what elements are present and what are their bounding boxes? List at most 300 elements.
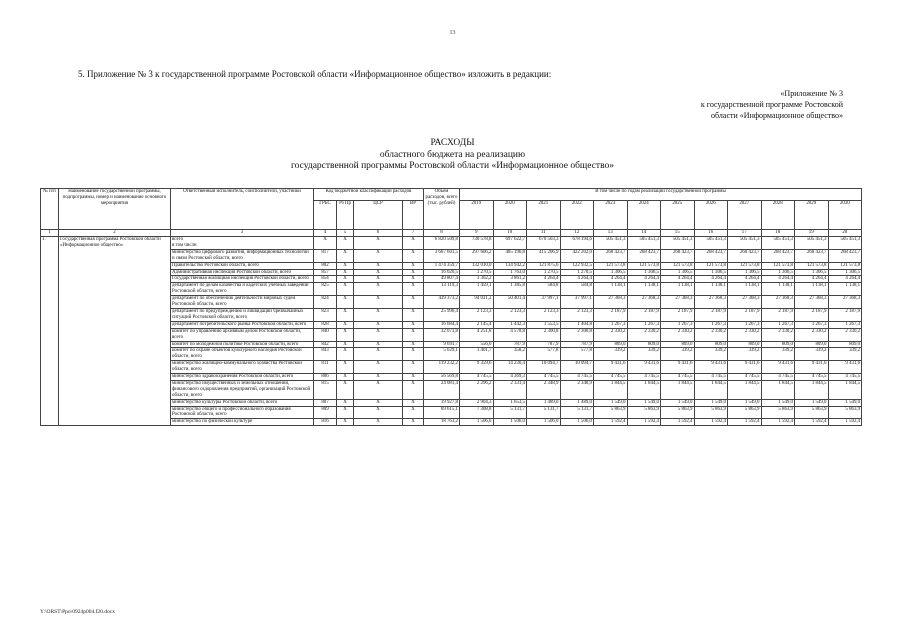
executor-name: министерство цифрового развития, информационных технологий и связи Ростовской области, всего (172, 249, 309, 261)
year-value-cell: 1 506,0 (527, 419, 561, 426)
year-value-cell: 27 368,3 (594, 296, 628, 309)
year-value-cell: 2 300,8 (560, 328, 594, 341)
executor-cell (171, 276, 314, 283)
year-value-cell: 121 573,8 (795, 262, 829, 269)
year-value-cell: 339,2 (694, 348, 728, 361)
code-csr: X (354, 321, 403, 328)
executor-name: министерство по физической культуре (172, 419, 253, 425)
year-value-cell: 577,8 (527, 348, 561, 361)
column-number-row (41, 230, 862, 237)
year-value-cell: 1 267,3 (828, 321, 862, 328)
column-number: 12 (560, 230, 594, 237)
year-value-cell: 809,0 (795, 341, 829, 348)
executor-name: министерство имущественных и земельных отношений, финансового оздоровления предприятий, организаций Ростовской области, всего (172, 380, 311, 398)
executor-name: министерство культуры Ростовской области, всего (172, 399, 278, 405)
year-value-cell: 1 549,0 (627, 399, 661, 406)
year-value-cell: 2 348,9 (560, 380, 594, 399)
year-value-cell: 556,0 (460, 341, 494, 348)
year-value-cell: 1 549,0 (728, 399, 762, 406)
executor-name: комитет по молодежной политике Ростовской области, всего (172, 341, 299, 347)
year-value-cell: 297 606,2 (460, 249, 494, 262)
header-year: 2027 (728, 201, 762, 230)
year-value-cell: 339,2 (661, 348, 695, 361)
year-value-cell: 268 423,7 (728, 249, 762, 262)
year-value-cell: 4 264,4 (627, 276, 661, 283)
executor-name: Правительство Ростовской области, всего (172, 262, 259, 268)
year-value-cell: 787,9 (527, 341, 561, 348)
year-value-cell: 4 745,5 (594, 374, 628, 381)
executor-name: департамент по предупреждению и ликвидации чрезвычайных ситуаций Ростовской области, всего (172, 308, 304, 320)
header-csr: ЦСР (354, 201, 403, 230)
year-value-cell: 1 138,1 (828, 283, 862, 296)
code-rzpr: X (337, 361, 354, 374)
year-value-cell: 4 745,5 (728, 374, 762, 381)
executor-cell (171, 328, 314, 341)
year-value-cell: 94 031,2 (460, 296, 494, 309)
code-vr: X (403, 328, 424, 341)
year-value-cell: 5 863,9 (661, 406, 695, 419)
year-value-cell: 27 368,3 (795, 296, 829, 309)
code-rzpr: X (337, 406, 354, 419)
column-number: 16 (694, 230, 728, 237)
year-value-cell: 584,8 (560, 283, 594, 296)
column-number: 10 (493, 230, 527, 237)
table-row (41, 237, 862, 250)
year-value-cell: 37 997,1 (527, 296, 561, 309)
year-value-cell: 809,0 (728, 341, 762, 348)
year-value-cell: 1 592,4 (795, 419, 829, 426)
year-value-cell: 1 267,3 (694, 321, 728, 328)
year-value-cell: 1 592,4 (761, 419, 795, 426)
code-grbs: 824 (314, 296, 337, 309)
year-value-cell: 1 385,8 (493, 283, 527, 296)
year-value-cell: 5 863,9 (761, 406, 795, 419)
code-vr: X (403, 262, 424, 269)
year-value-cell: 268 423,7 (594, 249, 628, 262)
year-value-cell: 809,0 (627, 341, 661, 348)
code-vr: X (403, 308, 424, 321)
year-value-cell: 1 844,5 (828, 380, 862, 399)
code-csr: X (354, 283, 403, 296)
year-value-cell: 505 451,3 (594, 237, 628, 250)
year-value-cell: 2 330,2 (728, 328, 762, 341)
executor-cell (171, 308, 314, 321)
header-executor: Ответственный исполнитель, соисполнители, участники (171, 189, 314, 230)
code-grbs: 811 (314, 361, 337, 374)
header-num: № п/п (41, 189, 59, 230)
code-rzpr: X (337, 341, 354, 348)
year-value-cell: 1 549,0 (761, 399, 795, 406)
code-rzpr: X (337, 283, 354, 296)
code-vr: X (403, 249, 424, 262)
header-year: 2030 (828, 201, 862, 230)
code-rzpr: X (337, 308, 354, 321)
code-grbs: 807 (314, 399, 337, 406)
year-value-cell: 1 442,3 (493, 321, 527, 328)
year-value-cell: 27 368,3 (761, 296, 795, 309)
column-number: 2 (59, 230, 171, 237)
title-line-2: областного бюджета на реализацию (379, 149, 526, 160)
year-value-cell: 405 196,8 (493, 249, 527, 262)
executor-cell (171, 321, 314, 328)
year-value-cell: 1 549,0 (594, 399, 628, 406)
year-value-cell: 1 763,0 (493, 269, 527, 276)
year-value-cell: 505 451,3 (828, 237, 862, 250)
year-value-cell: 1 844,5 (761, 380, 795, 399)
column-number: 6 (354, 230, 403, 237)
year-value-cell: 1 267,3 (761, 321, 795, 328)
year-value-cell: 1 306,5 (627, 269, 661, 276)
executor-cell (171, 399, 314, 406)
total-cell: 69 615,1 (424, 406, 460, 419)
year-value-cell: 1 306,5 (728, 269, 762, 276)
year-value-cell: 422 202,0 (560, 249, 594, 262)
year-value-cell: 2 187,9 (694, 308, 728, 321)
code-vr: X (403, 341, 424, 348)
code-vr: X (403, 406, 424, 419)
total-cell: 3 667 601,5 (424, 249, 460, 262)
code-rzpr: X (337, 399, 354, 406)
code-grbs: 806 (314, 374, 337, 381)
executor-cell (171, 406, 314, 419)
header-rzpr: Рз Пр (337, 201, 354, 230)
year-value-cell: 121 573,8 (728, 262, 762, 269)
header-year: 2024 (627, 201, 661, 230)
executor-name: департамент потребительского рынка Ростовской области, всего (172, 321, 307, 327)
year-value-cell: 5 863,9 (728, 406, 762, 419)
year-value-cell: 5 131,7 (560, 406, 594, 419)
code-csr: X (354, 276, 403, 283)
year-value-cell: 505 451,3 (761, 237, 795, 250)
total-cell: 439 373,2 (424, 296, 460, 309)
year-value-cell: 678 194,6 (560, 237, 594, 250)
executor-cell (171, 269, 314, 276)
year-value-cell: 1 844,5 (795, 380, 829, 399)
year-value-cell: 9 431,6 (661, 361, 695, 374)
year-value-cell: 2 296,2 (460, 380, 494, 399)
year-value-cell: 339,2 (795, 348, 829, 361)
header-total: Объем расходов, всего (тыс. рублей) (424, 189, 460, 230)
year-value-cell: 1 549,0 (795, 399, 829, 406)
year-value-cell: 5 863,9 (627, 406, 661, 419)
header-vr: ВР (403, 201, 424, 230)
total-cell: 56 569,8 (424, 374, 460, 381)
year-value-cell: 1 138,1 (761, 283, 795, 296)
executor-name: департамент по обеспечению деятельности мировых судей Ростовской области, всего (172, 296, 296, 308)
year-value-cell: 3 861,2 (493, 276, 527, 283)
header-year: 2025 (661, 201, 695, 230)
executor-name: Административная инспекция Ростовской области, всего (172, 269, 291, 275)
year-value-cell: 1 267,3 (728, 321, 762, 328)
executor-name: Государственная жилищная инспекция Ростовской области, всего (172, 276, 309, 282)
year-value-cell: 268 423,7 (627, 249, 661, 262)
year-value-cell: 132 010,0 (460, 262, 494, 269)
year-value-cell: 27 368,3 (728, 296, 762, 309)
code-grbs: 817 (314, 249, 337, 262)
code-csr: X (354, 419, 403, 426)
year-value-cell: 121 573,8 (594, 262, 628, 269)
code-rzpr: X (337, 296, 354, 309)
program-name: Государственная программа Ростовской области «Информационное общество» (59, 237, 171, 426)
year-value-cell: 2 331,4 (493, 380, 527, 399)
code-rzpr: X (337, 276, 354, 283)
year-value-cell: 9 431,6 (627, 361, 661, 374)
code-rzpr: X (337, 262, 354, 269)
year-value-cell: 1 506,0 (493, 419, 527, 426)
year-value-cell: 121 573,8 (761, 262, 795, 269)
year-value-cell: 1 459,1 (460, 283, 494, 296)
year-value-cell: 1 267,3 (795, 321, 829, 328)
code-grbs: 854 (314, 276, 337, 283)
header-budget-code: Код бюджетной классификации расходов (314, 189, 424, 201)
year-value-cell: 1 306,5 (828, 269, 862, 276)
year-value-cell: 4 745,5 (795, 374, 829, 381)
appendix-line-1: «Приложение № 3 (780, 89, 843, 98)
year-value-cell: 1 592,4 (728, 419, 762, 426)
year-value-cell: 1 592,4 (661, 419, 695, 426)
year-value-cell: 1 844,5 (594, 380, 628, 399)
year-value-cell: 2 123,3 (560, 308, 594, 321)
year-value-cell: 505 451,3 (728, 237, 762, 250)
year-value-cell: 121 573,8 (694, 262, 728, 269)
code-rzpr: X (337, 380, 354, 399)
year-value-cell: 339,2 (594, 348, 628, 361)
year-value-cell: 1 306,5 (795, 269, 829, 276)
code-vr: X (403, 237, 424, 250)
year-value-cell: 268 423,7 (661, 249, 695, 262)
code-csr: X (354, 380, 403, 399)
year-value-cell: 584,8 (527, 283, 561, 296)
year-value-cell: 339,2 (828, 348, 862, 361)
header-year: 2026 (694, 201, 728, 230)
year-value-cell: 339,2 (761, 348, 795, 361)
year-value-cell: 4 264,4 (795, 276, 829, 283)
header-year: 2019 (460, 201, 494, 230)
year-value-cell: 2 330,2 (627, 328, 661, 341)
year-value-cell: 1 306,5 (594, 269, 628, 276)
total-cell: 9 691,7 (424, 341, 460, 348)
code-grbs: 823 (314, 308, 337, 321)
year-value-cell: 1 844,5 (728, 380, 762, 399)
year-value-cell: 9 431,6 (828, 361, 862, 374)
code-csr: X (354, 237, 403, 250)
year-value-cell: 4 745,5 (560, 374, 594, 381)
year-value-cell: 1 267,3 (627, 321, 661, 328)
year-value-cell: 4 264,4 (594, 276, 628, 283)
code-rzpr: X (337, 419, 354, 426)
year-value-cell: 1 401,7 (460, 348, 494, 361)
executor-name: всего (172, 237, 184, 242)
year-value-cell: 9 431,6 (761, 361, 795, 374)
code-rzpr: X (337, 348, 354, 361)
year-value-cell: 1 592,4 (828, 419, 862, 426)
year-value-cell: 1 138,1 (728, 283, 762, 296)
year-value-cell: 2 330,2 (795, 328, 829, 341)
code-csr: X (354, 249, 403, 262)
year-value-cell: 1 844,5 (661, 380, 695, 399)
year-value-cell: 5 863,9 (795, 406, 829, 419)
executor-name: министерство общего и профессионального образования Ростовской области, всего (172, 406, 291, 418)
year-value-cell: 2 330,2 (661, 328, 695, 341)
code-vr: X (403, 296, 424, 309)
code-vr: X (403, 374, 424, 381)
year-value-cell: 505 451,3 (627, 237, 661, 250)
year-value-cell: 1 306,5 (661, 269, 695, 276)
executor-cell (171, 361, 314, 374)
code-vr: X (403, 348, 424, 361)
year-value-cell: 9 431,6 (694, 361, 728, 374)
year-value-cell: 134 942,2 (493, 262, 527, 269)
year-value-cell: 505 451,3 (795, 237, 829, 250)
code-csr: X (354, 374, 403, 381)
column-number: 1 (41, 230, 59, 237)
year-value-cell: 1 404,8 (560, 321, 594, 328)
year-value-cell: 9 431,6 (594, 361, 628, 374)
year-value-cell: 9 431,6 (728, 361, 762, 374)
column-number: 9 (460, 230, 494, 237)
year-value-cell: 1 553,5 (527, 321, 561, 328)
year-value-cell: 4 369,3 (493, 374, 527, 381)
year-value-cell: 1 549,0 (828, 399, 862, 406)
code-grbs: 840 (314, 328, 337, 341)
code-grbs: 842 (314, 341, 337, 348)
year-value-cell: 2 123,3 (460, 308, 494, 321)
header-year: 2028 (761, 201, 795, 230)
year-value-cell: 4 264,4 (527, 276, 561, 283)
year-value-cell: 1 267,3 (661, 321, 695, 328)
year-value-cell: 4 251,8 (460, 328, 494, 341)
year-value-cell: 2 330,2 (694, 328, 728, 341)
appendix-caption (623, 88, 843, 121)
column-number: 5 (337, 230, 354, 237)
header-year: 2020 (493, 201, 527, 230)
year-value-cell: 268 423,7 (761, 249, 795, 262)
code-vr: X (403, 380, 424, 399)
year-value-cell: 2 145,4 (460, 321, 494, 328)
year-value-cell: 1 653,5 (493, 399, 527, 406)
code-rzpr: X (337, 237, 354, 250)
column-number: 3 (171, 230, 314, 237)
year-value-cell: 121 875,6 (527, 262, 561, 269)
code-csr: X (354, 296, 403, 309)
code-rzpr: X (337, 269, 354, 276)
year-value-cell: 1 138,1 (694, 283, 728, 296)
year-value-cell: 1 489,0 (527, 399, 561, 406)
year-value-cell: 1 844,5 (694, 380, 728, 399)
code-vr: X (403, 399, 424, 406)
code-grbs: X (314, 237, 337, 250)
year-value-cell: 1 549,0 (694, 399, 728, 406)
code-vr: X (403, 419, 424, 426)
year-value-cell: 10 094,7 (527, 361, 561, 374)
intro-paragraph: 5. Приложение № 3 к государственной программе Ростовской области «Информационное общество» изложить в редакции: (78, 69, 552, 79)
year-value-cell: 2 330,2 (828, 328, 862, 341)
year-value-cell: 50 401,4 (493, 296, 527, 309)
year-value-cell: 1 306,5 (694, 269, 728, 276)
year-value-cell: 1 138,1 (795, 283, 829, 296)
year-value-cell: 2 187,9 (627, 308, 661, 321)
executor-cell (171, 283, 314, 296)
year-value-cell: 122 932,5 (560, 262, 594, 269)
executor-name: департамент по делам казачества и кадетских учебных заведений Ростовской области, всего (172, 283, 309, 295)
total-cell: 1 474 359,7 (424, 262, 460, 269)
year-value-cell: 37 997,1 (560, 296, 594, 309)
year-value-cell: 4 264,4 (661, 276, 695, 283)
year-value-cell: 4 264,4 (694, 276, 728, 283)
year-value-cell: 3 302,2 (460, 276, 494, 283)
year-value-cell: 5 863,9 (594, 406, 628, 419)
code-grbs: 816 (314, 419, 337, 426)
total-cell: 18 763,2 (424, 419, 460, 426)
code-vr: X (403, 283, 424, 296)
year-value-cell: 268 423,7 (795, 249, 829, 262)
year-value-cell: 1 549,0 (661, 399, 695, 406)
year-value-cell: 2 187,9 (828, 308, 862, 321)
code-csr: X (354, 269, 403, 276)
year-value-cell: 1 306,5 (761, 269, 795, 276)
year-value-cell: 577,8 (560, 348, 594, 361)
year-value-cell: 1 270,5 (460, 269, 494, 276)
executor-cell (171, 380, 314, 399)
year-value-cell: 2 330,2 (594, 328, 628, 341)
column-number: 20 (828, 230, 862, 237)
code-rzpr: X (337, 374, 354, 381)
code-csr: X (354, 361, 403, 374)
year-value-cell: 2 330,2 (761, 328, 795, 341)
executor-cell (171, 348, 314, 361)
executor-name: комитет по охране объектов культурного наследия Ростовской области, всего (172, 348, 302, 360)
code-grbs: 802 (314, 262, 337, 269)
column-number: 8 (424, 230, 460, 237)
year-value-cell: 10 094,7 (560, 361, 594, 374)
column-number: 15 (661, 230, 695, 237)
code-csr: X (354, 348, 403, 361)
year-value-cell: 2 187,9 (661, 308, 695, 321)
table-body (41, 230, 862, 426)
year-value-cell: 7 308,8 (460, 406, 494, 419)
header-year: 2023 (594, 201, 628, 230)
year-value-cell: 2 348,9 (527, 380, 561, 399)
year-value-cell: 809,0 (594, 341, 628, 348)
year-value-cell: 5 131,7 (527, 406, 561, 419)
code-csr: X (354, 399, 403, 406)
total-cell: 13 119,3 (424, 283, 460, 296)
year-value-cell: 4 264,4 (828, 276, 862, 283)
code-grbs: 825 (314, 283, 337, 296)
file-path-footer: Y:\ORST\Ppo\0924p004.f20.docx (40, 609, 115, 615)
total-cell: 5 629,1 (424, 348, 460, 361)
year-value-cell: 121 573,8 (828, 262, 862, 269)
code-grbs: 809 (314, 406, 337, 419)
year-value-cell: 505 451,3 (661, 237, 695, 250)
executor-name: комитет по управлению архивным делом Ростовской области, всего (172, 328, 302, 340)
executor-cell (171, 237, 314, 250)
year-value-cell: 730 578,8 (460, 237, 494, 250)
year-value-cell: 4 745,5 (694, 374, 728, 381)
year-value-cell: 268 423,7 (828, 249, 862, 262)
header-year: 2022 (560, 201, 594, 230)
total-cell: 16 026,5 (424, 269, 460, 276)
year-value-cell: 2 300,8 (527, 328, 561, 341)
code-csr: X (354, 328, 403, 341)
year-value-cell: 809,0 (694, 341, 728, 348)
executor-subnote: в том числе: (172, 242, 198, 248)
year-value-cell: 1 138,1 (661, 283, 695, 296)
total-cell: 49 807,4 (424, 276, 460, 283)
program-number: 1. (41, 237, 59, 426)
appendix-line-3: области «Информационное общество» (711, 111, 843, 120)
year-value-cell: 1 270,5 (527, 269, 561, 276)
